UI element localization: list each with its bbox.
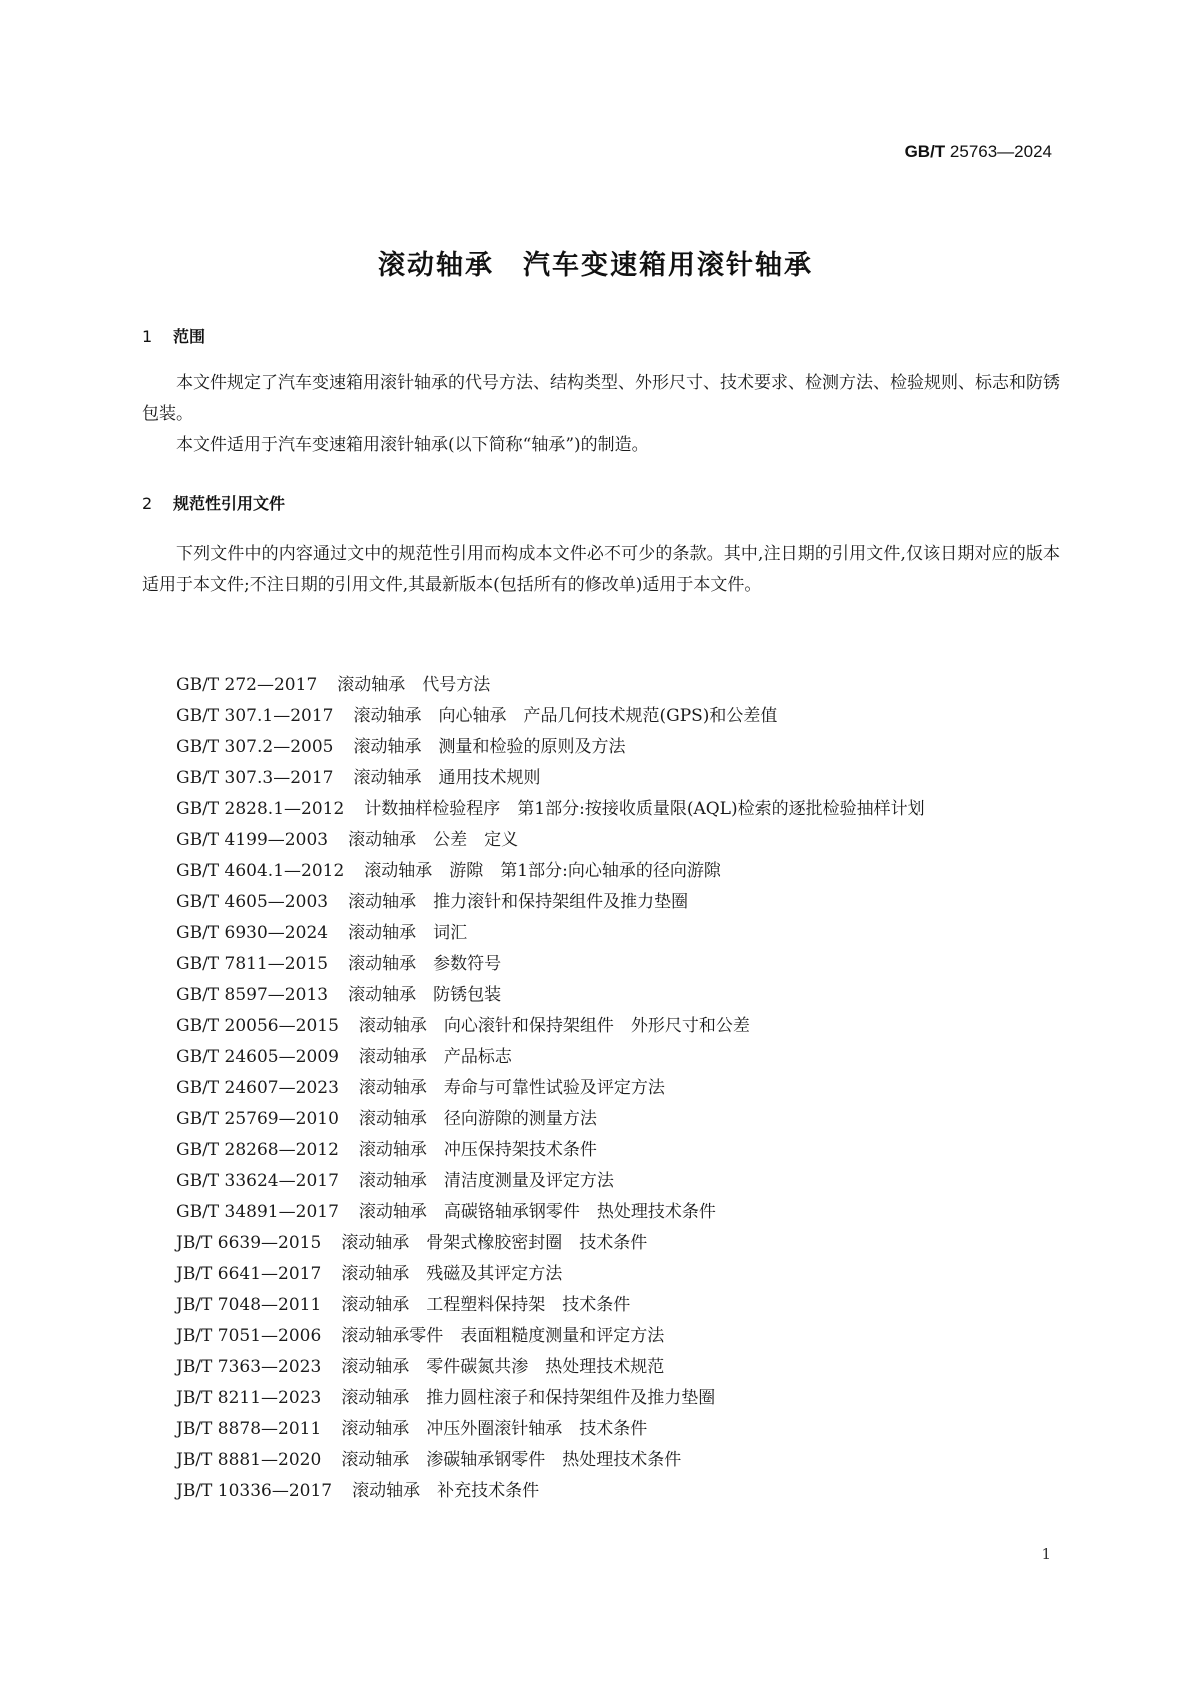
reference-code: GB/T 28268—2012	[176, 1140, 339, 1160]
reference-code: JB/T 6641—2017	[176, 1264, 322, 1284]
document-code	[905, 142, 1052, 162]
reference-code: JB/T 8211—2023	[176, 1388, 322, 1408]
scope-paragraph-2: 本文件适用于汽车变速箱用滚针轴承(以下简称“轴承”)的制造。	[176, 435, 649, 455]
reference-title: 滚动轴承 通用技术规则	[353, 768, 541, 788]
reference-code: GB/T 33624—2017	[176, 1171, 339, 1191]
reference-title: 滚动轴承 公差 定义	[348, 830, 519, 850]
section-number: 1	[142, 327, 153, 346]
reference-item	[142, 1073, 1060, 1104]
reference-code: GB/T 25769—2010	[176, 1109, 339, 1129]
reference-title: 滚动轴承 冲压保持架技术条件	[358, 1140, 597, 1160]
reference-title: 滚动轴承 渗碳轴承钢零件 热处理技术条件	[341, 1450, 682, 1470]
reference-code: GB/T 307.3—2017	[176, 768, 334, 788]
reference-code: GB/T 2828.1—2012	[176, 799, 345, 819]
reference-code: JB/T 7051—2006	[176, 1326, 322, 1346]
reference-title: 滚动轴承 径向游隙的测量方法	[358, 1109, 597, 1129]
reference-item	[142, 1445, 1060, 1476]
reference-item	[142, 1228, 1060, 1259]
reference-code: GB/T 307.1—2017	[176, 706, 334, 726]
document-code-prefix: GB/T	[904, 142, 946, 161]
reference-item	[142, 1383, 1060, 1414]
reference-title: 滚动轴承 清洁度测量及评定方法	[358, 1171, 614, 1191]
section-title: 规范性引用文件	[173, 494, 286, 513]
reference-item	[142, 1011, 1060, 1042]
reference-item	[142, 1135, 1060, 1166]
reference-item	[142, 1166, 1060, 1197]
reference-code: GB/T 34891—2017	[176, 1202, 339, 1222]
reference-item	[142, 670, 1060, 701]
reference-code: JB/T 7048—2011	[176, 1295, 322, 1315]
reference-item	[142, 1197, 1060, 1228]
reference-item	[142, 856, 1060, 887]
reference-code: GB/T 4605—2003	[176, 892, 329, 912]
reference-title: 滚动轴承 高碳铬轴承钢零件 热处理技术条件	[358, 1202, 716, 1222]
reference-item	[142, 1352, 1060, 1383]
reference-code: GB/T 307.2—2005	[176, 737, 334, 757]
reference-item	[142, 1476, 1060, 1507]
reference-title: 滚动轴承零件 表面粗糙度测量和评定方法	[341, 1326, 665, 1346]
reference-item	[142, 763, 1060, 794]
reference-code: GB/T 4604.1—2012	[176, 861, 345, 881]
reference-title: 滚动轴承 补充技术条件	[352, 1481, 540, 1501]
reference-title: 滚动轴承 代号方法	[337, 675, 491, 695]
section-1-heading	[142, 324, 205, 347]
reference-title: 滚动轴承 参数符号	[348, 954, 502, 974]
reference-code: GB/T 4199—2003	[176, 830, 329, 850]
reference-item	[142, 1104, 1060, 1135]
section-number: 2	[142, 494, 153, 513]
reference-code: JB/T 7363—2023	[176, 1357, 322, 1377]
reference-code: GB/T 24607—2023	[176, 1078, 339, 1098]
reference-title: 滚动轴承 词汇	[348, 923, 468, 943]
reference-item	[142, 949, 1060, 980]
reference-code: JB/T 10336—2017	[176, 1481, 333, 1501]
scope-paragraph-1: 本文件规定了汽车变速箱用滚针轴承的代号方法、结构类型、外形尺寸、技术要求、检测方法、检验规则、标志和防锈包装。	[142, 373, 1060, 424]
reference-item	[142, 732, 1060, 763]
section-2-heading	[142, 491, 285, 514]
reference-code: GB/T 20056—2015	[176, 1016, 339, 1036]
reference-code: JB/T 8881—2020	[176, 1450, 322, 1470]
normative-references-intro: 下列文件中的内容通过文中的规范性引用而构成本文件必不可少的条款。其中,注日期的引用文件,仅该日期对应的版本适用于本文件;不注日期的引用文件,其最新版本(包括所有的修改单)适用于本文件。	[142, 544, 1060, 595]
reference-item	[142, 887, 1060, 918]
reference-title: 滚动轴承 游隙 第1部分:向心轴承的径向游隙	[364, 861, 721, 881]
reference-item	[142, 1042, 1060, 1073]
section-title: 范围	[173, 327, 206, 346]
reference-item	[142, 794, 1060, 825]
reference-list	[142, 670, 1060, 1507]
reference-item	[142, 980, 1060, 1011]
reference-code: GB/T 272—2017	[176, 675, 318, 695]
reference-title: 滚动轴承 推力圆柱滚子和保持架组件及推力垫圈	[341, 1388, 716, 1408]
document-code-number: 25763—2024	[949, 142, 1052, 161]
reference-item	[142, 1259, 1060, 1290]
reference-code: JB/T 6639—2015	[176, 1233, 322, 1253]
reference-title: 滚动轴承 产品标志	[358, 1047, 512, 1067]
document-title: 滚动轴承 汽车变速箱用滚针轴承	[378, 250, 813, 281]
reference-title: 滚动轴承 向心滚针和保持架组件 外形尺寸和公差	[358, 1016, 750, 1036]
reference-title: 滚动轴承 骨架式橡胶密封圈 技术条件	[341, 1233, 648, 1253]
reference-code: GB/T 24605—2009	[176, 1047, 339, 1067]
reference-item	[142, 1290, 1060, 1321]
page-number: 1	[1041, 1545, 1051, 1563]
reference-title: 滚动轴承 寿命与可靠性试验及评定方法	[358, 1078, 665, 1098]
reference-item	[142, 918, 1060, 949]
reference-item	[142, 1321, 1060, 1352]
reference-title: 计数抽样检验程序 第1部分:按接收质量限(AQL)检索的逐批检验抽样计划	[364, 799, 925, 819]
reference-code: JB/T 8878—2011	[176, 1419, 322, 1439]
reference-title: 滚动轴承 向心轴承 产品几何技术规范(GPS)和公差值	[353, 706, 778, 726]
reference-code: GB/T 8597—2013	[176, 985, 329, 1005]
reference-title: 滚动轴承 防锈包装	[348, 985, 502, 1005]
reference-title: 滚动轴承 残磁及其评定方法	[341, 1264, 563, 1284]
reference-item	[142, 1414, 1060, 1445]
reference-title: 滚动轴承 测量和检验的原则及方法	[353, 737, 626, 757]
reference-title: 滚动轴承 冲压外圈滚针轴承 技术条件	[341, 1419, 648, 1439]
reference-title: 滚动轴承 工程塑料保持架 技术条件	[341, 1295, 631, 1315]
reference-code: GB/T 7811—2015	[176, 954, 329, 974]
reference-code: GB/T 6930—2024	[176, 923, 329, 943]
reference-item	[142, 701, 1060, 732]
reference-title: 滚动轴承 推力滚针和保持架组件及推力垫圈	[348, 892, 689, 912]
reference-title: 滚动轴承 零件碳氮共渗 热处理技术规范	[341, 1357, 665, 1377]
reference-item	[142, 825, 1060, 856]
